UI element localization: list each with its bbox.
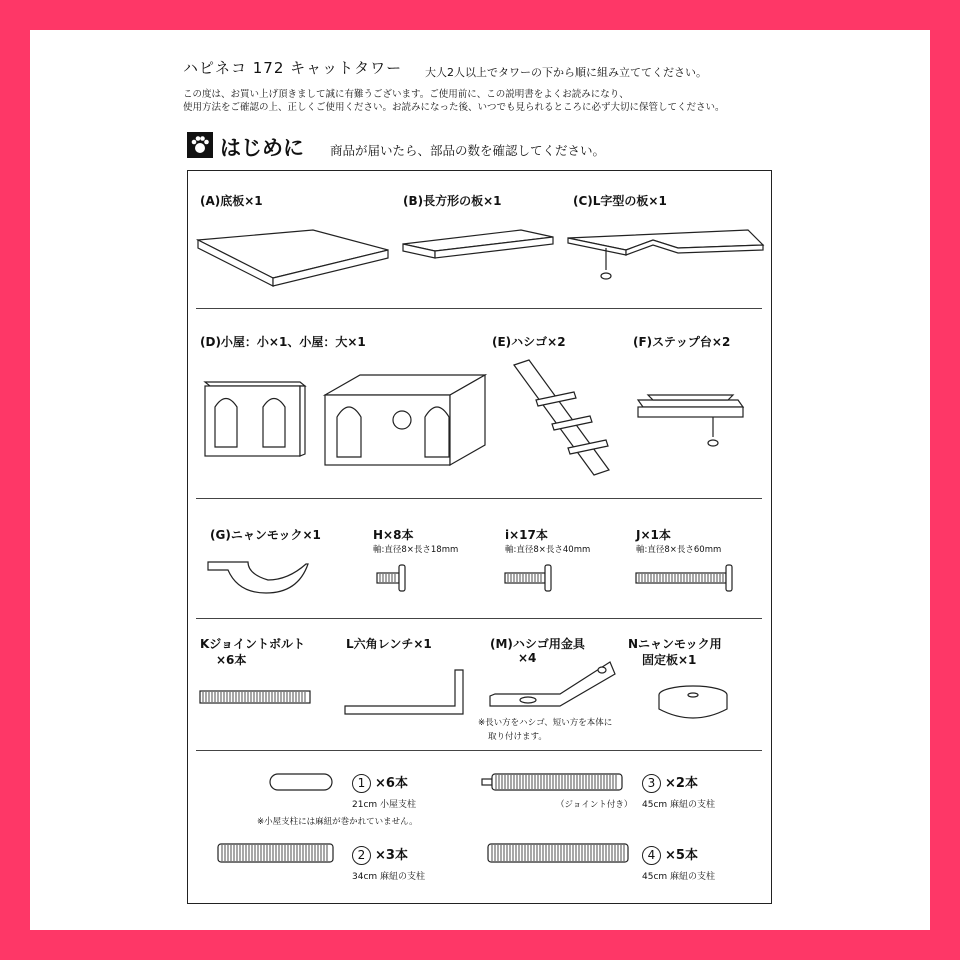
bolt-j-drawing xyxy=(636,563,746,593)
post-1-number: 1 xyxy=(352,774,371,793)
post-1-drawing xyxy=(270,774,340,794)
small-house-drawing xyxy=(205,382,315,462)
part-e-label: (E)ハシゴ×2 xyxy=(492,335,566,349)
post-4-drawing xyxy=(488,844,638,868)
ladder-drawing xyxy=(514,360,624,480)
part-k-label-2: ×6本 xyxy=(216,653,247,667)
post-1-count-text: ×6本 xyxy=(375,776,408,791)
post-4-count-text: ×5本 xyxy=(665,848,698,863)
part-j-label: J×1本 xyxy=(636,528,671,542)
post-2-drawing xyxy=(218,844,338,868)
hammock-drawing xyxy=(208,558,318,598)
part-b-label: (B)長方形の板×1 xyxy=(403,194,502,208)
part-i-spec: 軸:直径8×長さ40mm xyxy=(505,545,591,555)
post-3-count xyxy=(642,772,698,793)
section-heading: はじめに xyxy=(220,136,304,160)
document-title: ハピネコ 172 キャットタワー xyxy=(183,59,403,77)
part-m-label-2: ×4 xyxy=(518,651,537,665)
paw-icon xyxy=(187,132,213,158)
post-2-number: 2 xyxy=(352,846,371,865)
post-1-desc: 21cm 小屋支柱 xyxy=(352,800,417,810)
part-a-label: (A)底板×1 xyxy=(200,194,263,208)
rectangle-board-drawing xyxy=(403,230,553,265)
post-3-joint-note: （ジョイント付き） xyxy=(556,800,633,810)
divider xyxy=(196,498,762,499)
post-4-desc: 45cm 麻紐の支柱 xyxy=(642,872,716,882)
part-h-label: H×8本 xyxy=(373,528,414,542)
part-m-note-2: 取り付けます。 xyxy=(488,732,547,742)
step-platform-drawing xyxy=(638,395,748,465)
post-3-count-text: ×2本 xyxy=(665,776,698,791)
title-note: 大人2人以上でタワーの下から順に組み立ててください。 xyxy=(425,66,707,79)
part-l-label: L六角レンチ×1 xyxy=(346,637,432,651)
divider xyxy=(196,750,762,751)
part-c-label: (C)L字型の板×1 xyxy=(573,194,667,208)
base-board-drawing xyxy=(198,230,388,290)
divider xyxy=(196,308,762,309)
post-3-drawing xyxy=(482,774,632,794)
part-n-label-2: 固定板×1 xyxy=(642,653,697,667)
post-2-count-text: ×3本 xyxy=(375,848,408,863)
fixing-plate-drawing xyxy=(658,685,738,725)
part-h-spec: 軸:直径8×長さ18mm xyxy=(373,545,459,555)
post-3-desc: 45cm 麻紐の支柱 xyxy=(642,800,716,810)
part-i-label: i×17本 xyxy=(505,528,548,542)
section-note: 商品が届いたら、部品の数を確認してください。 xyxy=(330,143,606,158)
part-g-label: (G)ニャンモック×1 xyxy=(210,528,321,542)
large-house-drawing xyxy=(325,375,495,470)
part-j-spec: 軸:直径8×長さ60mm xyxy=(636,545,722,555)
bolt-h-drawing xyxy=(377,563,417,593)
post-4-number: 4 xyxy=(642,846,661,865)
part-m-label-1: (M)ハシゴ用金具 xyxy=(490,637,585,651)
l-shaped-board-drawing xyxy=(568,230,768,290)
post-1-count xyxy=(352,772,408,793)
part-f-label: (F)ステップ台×2 xyxy=(633,335,731,349)
part-d-label: (D)小屋：小×1、小屋：大×1 xyxy=(200,335,366,349)
post-4-count xyxy=(642,844,698,865)
post-1-note: ※小屋支柱には麻紐が巻かれていません。 xyxy=(257,817,418,827)
joint-bolt-drawing xyxy=(200,691,315,705)
intro-line-2: 使用方法をご確認の上、正しくご使用ください。お読みになった後、いつでも見られるところに必ず大切に保管してください。 xyxy=(183,102,725,113)
hex-wrench-drawing xyxy=(345,668,475,718)
intro-line-1: この度は、お買い上げ頂きまして誠に有難うございます。ご使用前に、この説明書をよくお読みになり、 xyxy=(183,89,629,100)
divider xyxy=(196,618,762,619)
bolt-i-drawing xyxy=(505,563,565,593)
post-2-count xyxy=(352,844,408,865)
post-2-desc: 34cm 麻紐の支柱 xyxy=(352,872,426,882)
part-k-label-1: Kジョイントボルト xyxy=(200,637,306,651)
part-m-note-1: ※長い方をハシゴ、短い方を本体に xyxy=(478,718,613,728)
post-3-number: 3 xyxy=(642,774,661,793)
part-n-label-1: Nニャンモック用 xyxy=(628,637,722,651)
ladder-bracket-drawing xyxy=(490,660,620,710)
manual-page xyxy=(30,30,930,930)
